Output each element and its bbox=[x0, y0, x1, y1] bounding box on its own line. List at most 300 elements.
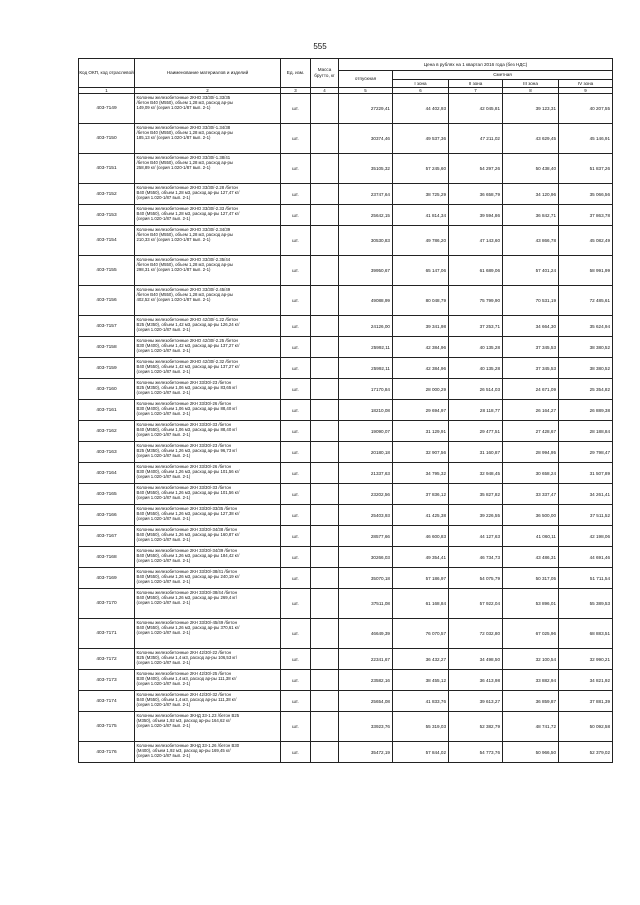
price-zone-1: 57 186,97 bbox=[393, 568, 449, 589]
price-zone-2: 36 658,79 bbox=[449, 184, 503, 205]
item-mass bbox=[311, 442, 339, 463]
item-mass bbox=[311, 463, 339, 484]
item-mass bbox=[311, 256, 339, 286]
table-row bbox=[79, 526, 613, 547]
price-zone-4: 37 511,52 bbox=[559, 505, 613, 526]
price-zone-2: 32 948,45 bbox=[449, 463, 503, 484]
item-code: 403-7165 bbox=[79, 484, 135, 505]
item-unit: шт. bbox=[281, 619, 311, 649]
price-release: 21337,63 bbox=[339, 463, 393, 484]
price-zone-4: 25 354,82 bbox=[559, 379, 613, 400]
item-code: 403-7171 bbox=[79, 619, 135, 649]
item-code: 403-7149 bbox=[79, 94, 135, 124]
table-row bbox=[79, 337, 613, 358]
item-mass bbox=[311, 712, 339, 742]
price-zone-4: 40 207,55 bbox=[559, 94, 613, 124]
price-zone-1: 38 725,29 bbox=[393, 184, 449, 205]
price-release: 37511,08 bbox=[339, 589, 393, 619]
price-zone-2: 44 127,63 bbox=[449, 526, 503, 547]
item-unit: шт. bbox=[281, 154, 311, 184]
price-zone-4: 34 261,41 bbox=[559, 484, 613, 505]
price-zone-2: 54 075,79 bbox=[449, 568, 503, 589]
item-code: 403-7160 bbox=[79, 379, 135, 400]
item-name: Колонны железобетонные 2КН 33/30/-45/49 /бетон В40 (М550), объем 1,26 м3, расход ар-ры 370,61 кг/ (серия 1.020-1/87 вып. 2-1) bbox=[135, 619, 281, 649]
item-code: 403-7168 bbox=[79, 547, 135, 568]
price-zone-4: 28 188,84 bbox=[559, 421, 613, 442]
item-unit: шт. bbox=[281, 691, 311, 712]
price-zone-2: 54 773,76 bbox=[449, 742, 503, 763]
table-row bbox=[79, 400, 613, 421]
table-row bbox=[79, 316, 613, 337]
item-mass bbox=[311, 94, 339, 124]
price-zone-3: 50 966,50 bbox=[503, 742, 559, 763]
price-release: 22341,67 bbox=[339, 649, 393, 670]
price-zone-2: 28 118,77 bbox=[449, 400, 503, 421]
item-unit: шт. bbox=[281, 337, 311, 358]
table-row bbox=[79, 568, 613, 589]
price-zone-2: 40 135,28 bbox=[449, 358, 503, 379]
item-name: Колонны железобетонные 2КН 33/30/-34/39 /бетон В40 (М550), объем 1,26 м3, расход ар-ры 184,42 кг/ (серия 1.020-1/87 вып. 2-1) bbox=[135, 547, 281, 568]
price-zone-2: 34 498,50 bbox=[449, 649, 503, 670]
item-name: Колонны железобетонные 2КН 33/30/-38/44 /бетон В40 (М550), объем 1,26 м3, расход ар-ры 269,4 кг/ (серия 1.020-1/87 вып. 2-1) bbox=[135, 589, 281, 619]
price-zone-2: 72 032,80 bbox=[449, 619, 503, 649]
item-name: Колонны железобетонные 2КНО 33/30/-2.33 /бетон В40 (М550), объем 1,28 м3, расход ар-ры 127,47 кг/ (серия 1.020-1/87 вып. 2-1) bbox=[135, 205, 281, 226]
item-mass bbox=[311, 400, 339, 421]
price-zone-1: 42 384,96 bbox=[393, 358, 449, 379]
item-unit: шт. bbox=[281, 205, 311, 226]
price-release: 35070,18 bbox=[339, 568, 393, 589]
item-unit: шт. bbox=[281, 442, 311, 463]
item-unit: шт. bbox=[281, 568, 311, 589]
table-row bbox=[79, 205, 613, 226]
item-mass bbox=[311, 691, 339, 712]
price-zone-4: 51 837,26 bbox=[559, 154, 613, 184]
price-release: 23582,16 bbox=[339, 670, 393, 691]
item-code: 403-7152 bbox=[79, 184, 135, 205]
price-zone-3: 43 629,45 bbox=[503, 124, 559, 154]
price-release: 25992,11 bbox=[339, 358, 393, 379]
table-row bbox=[79, 463, 613, 484]
price-release: 18210,08 bbox=[339, 400, 393, 421]
table-row bbox=[79, 619, 613, 649]
price-zone-2: 39 226,55 bbox=[449, 505, 503, 526]
table-header bbox=[79, 59, 613, 94]
table-row bbox=[79, 505, 613, 526]
item-unit: шт. bbox=[281, 316, 311, 337]
header-mass: Масса брутто, кг bbox=[311, 59, 339, 88]
price-zone-4: 37 881,39 bbox=[559, 691, 613, 712]
item-mass bbox=[311, 286, 339, 316]
price-zone-4: 42 198,06 bbox=[559, 526, 613, 547]
item-code: 403-7155 bbox=[79, 256, 135, 286]
item-name: Колонны железобетонные 2КНО 33/30/-2.35/44 /бетон В40 (М550), объем 1,28 м3, расход ар-ры 298,31 кг/ (серия 1.020-1/87 вып. 2-1) bbox=[135, 256, 281, 286]
price-zone-3: 34 664,30 bbox=[503, 316, 559, 337]
item-code: 403-7153 bbox=[79, 205, 135, 226]
item-mass bbox=[311, 670, 339, 691]
item-name: Колонны железобетонные 2КН 42/30/-22 /бетон В25 (М350), объем 1,4 м3, расход ар-ры 106,53 кг/ (серия 1.020-1/87 вып. 2-1) bbox=[135, 649, 281, 670]
price-zone-3: 48 741,72 bbox=[503, 712, 559, 742]
price-zone-4: 37 863,78 bbox=[559, 205, 613, 226]
item-mass bbox=[311, 526, 339, 547]
item-name: Колонны железобетонные 2КНО 33/30/-2.34/39 /бетон В40 (М550), объем 1,28 м3, расход ар-ры 210,33 кг/ (серия 1.020-1/87 вып. 2-1) bbox=[135, 226, 281, 256]
price-zone-2: 57 922,04 bbox=[449, 589, 503, 619]
item-unit: шт. bbox=[281, 256, 311, 286]
price-zone-1: 49 537,36 bbox=[393, 124, 449, 154]
item-unit: шт. bbox=[281, 742, 311, 763]
table-row bbox=[79, 442, 613, 463]
price-zone-3: 34 120,96 bbox=[503, 184, 559, 205]
price-zone-4: 68 883,51 bbox=[559, 619, 613, 649]
price-zone-1: 41 833,76 bbox=[393, 691, 449, 712]
item-code: 403-7150 bbox=[79, 124, 135, 154]
price-zone-3: 57 401,24 bbox=[503, 256, 559, 286]
price-release: 23747,64 bbox=[339, 184, 393, 205]
price-zone-4: 45 082,49 bbox=[559, 226, 613, 256]
item-name: Колонны железобетонные 2КНО 33/30/-1.33/35 /бетон В40 (М550), объем 1,28 м3, расход ар-ры 149,09 кг/ (серия 1.020-1/87 вып. 2-1) bbox=[135, 94, 281, 124]
item-unit: шт. bbox=[281, 226, 311, 256]
item-unit: шт. bbox=[281, 400, 311, 421]
item-code: 403-7158 bbox=[79, 337, 135, 358]
price-zone-2: 40 135,28 bbox=[449, 337, 503, 358]
item-name: Колонны железобетонные 2КН 33/30/-33 /бетон В40 (М550), объем 1,26 м3, расход ар-ры 101,56 кг/ (серия 1.020-1/87 вып. 2-1) bbox=[135, 484, 281, 505]
table-row bbox=[79, 124, 613, 154]
price-zone-1: 36 432,27 bbox=[393, 649, 449, 670]
price-zone-2: 39 594,86 bbox=[449, 205, 503, 226]
price-zone-2: 31 160,87 bbox=[449, 442, 503, 463]
item-unit: шт. bbox=[281, 649, 311, 670]
price-zone-1: 44 402,93 bbox=[393, 94, 449, 124]
page-number: 555 bbox=[313, 42, 327, 51]
item-name: Колонны железобетонные 2КН 33/30/-33/35 /бетон В40 (М550), объем 1,26 м3, расход ар-ры 127,38 кг/ (серия 1.020-1/87 вып. 2-1) bbox=[135, 505, 281, 526]
table-row bbox=[79, 379, 613, 400]
item-name: Колонны железобетонные 2КНО 33/30/-1.38/41 /бетон В40 (М550), объем 1,28 м3, расход ар-ры 258,89 кг/ (серия 1.020-1/87 вып. 2-1) bbox=[135, 154, 281, 184]
item-name: Колонны железобетонные 2КН 33/30/-23 /бетон В25 (М350), объем 1,26 м3, расход ар-ры 96,73 кг/ (серия 1.020-1/87 вып. 2-1) bbox=[135, 442, 281, 463]
price-zone-4: 52 379,02 bbox=[559, 742, 613, 763]
column-number: 8 bbox=[503, 88, 559, 94]
item-mass bbox=[311, 184, 339, 205]
item-code: 403-7159 bbox=[79, 358, 135, 379]
price-zone-3: 43 866,78 bbox=[503, 226, 559, 256]
price-zone-1: 41 425,38 bbox=[393, 505, 449, 526]
price-zone-4: 58 991,99 bbox=[559, 256, 613, 286]
item-mass bbox=[311, 568, 339, 589]
item-mass bbox=[311, 505, 339, 526]
item-unit: шт. bbox=[281, 526, 311, 547]
price-release: 46649,39 bbox=[339, 619, 393, 649]
item-name: Колонны железобетонные 2КН 33/30/-26 /бетон В30 (М400), объем 1,26 м3, расход ар-ры 101,56 кг/ (серия 1.020-1/87 вып. 2-1) bbox=[135, 463, 281, 484]
price-zone-2: 61 689,06 bbox=[449, 256, 503, 286]
table-row bbox=[79, 547, 613, 568]
column-number: 2 bbox=[135, 88, 281, 94]
item-mass bbox=[311, 205, 339, 226]
price-release: 39950,67 bbox=[339, 256, 393, 286]
item-unit: шт. bbox=[281, 463, 311, 484]
price-zone-2: 54 297,26 bbox=[449, 154, 503, 184]
item-mass bbox=[311, 337, 339, 358]
item-unit: шт. bbox=[281, 184, 311, 205]
header-estimate: Сметная bbox=[393, 71, 613, 80]
item-mass bbox=[311, 226, 339, 256]
price-zone-4: 32 990,21 bbox=[559, 649, 613, 670]
price-zone-4: 26 889,38 bbox=[559, 400, 613, 421]
table-row bbox=[79, 691, 613, 712]
table-row bbox=[79, 184, 613, 205]
price-zone-1: 46 600,83 bbox=[393, 526, 449, 547]
table-row bbox=[79, 226, 613, 256]
price-zone-3: 28 994,95 bbox=[503, 442, 559, 463]
item-name: Колонны железобетонные 2КН 33/30/-26 /бетон В30 (М400), объем 1,06 м3, расход ар-ры 88,40 кг/ (серия 1.020-1/87 вып. 2-1) bbox=[135, 400, 281, 421]
item-code: 403-7151 bbox=[79, 154, 135, 184]
price-zone-1: 42 384,96 bbox=[393, 337, 449, 358]
price-release: 27229,41 bbox=[339, 94, 393, 124]
table-row bbox=[79, 742, 613, 763]
price-release: 25642,15 bbox=[339, 205, 393, 226]
item-name: Колонны железобетонные 2КНО 42/30/-2.32 /бетон В40 (М550), объем 1,42 м3, расход ар-ры 137,27 кг/ (серия 1.020-1/87 вып. 2-1) bbox=[135, 358, 281, 379]
header-code: Код ОКП, код отраслевой bbox=[79, 59, 135, 88]
table-row bbox=[79, 358, 613, 379]
price-zone-3: 24 671,09 bbox=[503, 379, 559, 400]
item-code: 403-7172 bbox=[79, 649, 135, 670]
column-number: 3 bbox=[281, 88, 311, 94]
price-zone-1: 34 795,32 bbox=[393, 463, 449, 484]
price-zone-4: 55 389,53 bbox=[559, 589, 613, 619]
price-zone-3: 26 164,27 bbox=[503, 400, 559, 421]
item-unit: шт. bbox=[281, 124, 311, 154]
item-code: 403-7156 bbox=[79, 286, 135, 316]
price-zone-1: 39 341,98 bbox=[393, 316, 449, 337]
price-zone-2: 47 211,02 bbox=[449, 124, 503, 154]
price-zone-4: 50 092,58 bbox=[559, 712, 613, 742]
item-name: Колонны железобетонные 2КНО 42/30/-1.22 /бетон В25 (М350), объем 1,42 м3, расход ар-ры 126,24 кг/ (серия 1.020-1/87 вып. 2-1) bbox=[135, 316, 281, 337]
price-zone-2: 52 382,79 bbox=[449, 712, 503, 742]
price-zone-1: 80 048,79 bbox=[393, 286, 449, 316]
header-prices: Цена в рублях на 1 квартал 2016 года (без НДС) bbox=[339, 59, 613, 71]
column-number: 4 bbox=[311, 88, 339, 94]
price-zone-1: 28 000,29 bbox=[393, 379, 449, 400]
price-zone-3: 36 842,71 bbox=[503, 205, 559, 226]
column-number: 6 bbox=[393, 88, 449, 94]
price-release: 17170,84 bbox=[339, 379, 393, 400]
price-zone-2: 26 514,03 bbox=[449, 379, 503, 400]
item-mass bbox=[311, 484, 339, 505]
price-zone-3: 36 859,87 bbox=[503, 691, 559, 712]
price-zone-1: 49 354,41 bbox=[393, 547, 449, 568]
item-mass bbox=[311, 547, 339, 568]
price-zone-4: 44 691,46 bbox=[559, 547, 613, 568]
item-code: 403-7173 bbox=[79, 670, 135, 691]
item-mass bbox=[311, 619, 339, 649]
price-table bbox=[78, 58, 613, 763]
price-zone-3: 30 658,24 bbox=[503, 463, 559, 484]
price-zone-1: 31 129,91 bbox=[393, 421, 449, 442]
item-code: 403-7175 bbox=[79, 712, 135, 742]
header-zone-1: I зона bbox=[393, 80, 449, 88]
column-number: 7 bbox=[449, 88, 503, 94]
price-zone-4: 72 485,61 bbox=[559, 286, 613, 316]
price-release: 35472,19 bbox=[339, 742, 393, 763]
item-unit: шт. bbox=[281, 547, 311, 568]
item-code: 403-7161 bbox=[79, 400, 135, 421]
price-zone-3: 53 896,01 bbox=[503, 589, 559, 619]
item-code: 403-7167 bbox=[79, 526, 135, 547]
price-zone-4: 51 711,54 bbox=[559, 568, 613, 589]
item-name: Колонны железобетонные 2КН 33/30/-34/38 /бетон В40 (М550), объем 1,26 м3, расход ар-ры 160,87 кг/ (серия 1.020-1/87 вып. 2-1) bbox=[135, 526, 281, 547]
item-name: Колонны железобетонные 2КН 42/30/-32 /бетон В40 (М550), объем 1,4 м3, расход ар-ры 111,38 кг/ (серия 1.020-1/87 вып. 2-1) bbox=[135, 691, 281, 712]
price-zone-4: 31 507,89 bbox=[559, 463, 613, 484]
header-zone-3: III зона bbox=[503, 80, 559, 88]
column-number: 9 bbox=[559, 88, 613, 94]
item-mass bbox=[311, 379, 339, 400]
price-release: 30266,03 bbox=[339, 547, 393, 568]
item-code: 403-7166 bbox=[79, 505, 135, 526]
price-zone-1: 76 070,57 bbox=[393, 619, 449, 649]
item-mass bbox=[311, 742, 339, 763]
header-zone-4: IV зона bbox=[559, 80, 613, 88]
item-code: 403-7169 bbox=[79, 568, 135, 589]
table-row bbox=[79, 670, 613, 691]
header-release: отпускная bbox=[339, 71, 393, 88]
price-zone-3: 32 100,54 bbox=[503, 649, 559, 670]
item-mass bbox=[311, 589, 339, 619]
price-zone-1: 57 844,02 bbox=[393, 742, 449, 763]
price-zone-3: 33 882,94 bbox=[503, 670, 559, 691]
price-zone-2: 42 045,81 bbox=[449, 94, 503, 124]
price-zone-1: 37 836,12 bbox=[393, 484, 449, 505]
item-code: 403-7170 bbox=[79, 589, 135, 619]
item-unit: шт. bbox=[281, 358, 311, 379]
item-unit: шт. bbox=[281, 484, 311, 505]
item-name: Колонны железобетонные 2КН 33/30/-33 /бетон В40 (М550), объем 1,06 м3, расход ар-ры 88,40 кг/ (серия 1.020-1/87 вып. 2-1) bbox=[135, 421, 281, 442]
item-name: Колонны железобетонные 2КНО 42/30/-2.25 /бетон В30 (М400), объем 1,42 м3, расход ар-ры 137,27 кг/ (серия 1.020-1/87 вып. 2-1) bbox=[135, 337, 281, 358]
price-zone-3: 37 345,53 bbox=[503, 358, 559, 379]
price-zone-4: 35 066,56 bbox=[559, 184, 613, 205]
price-zone-2: 29 477,51 bbox=[449, 421, 503, 442]
item-unit: шт. bbox=[281, 286, 311, 316]
price-release: 24126,00 bbox=[339, 316, 393, 337]
price-release: 30530,83 bbox=[339, 226, 393, 256]
price-zone-2: 46 734,73 bbox=[449, 547, 503, 568]
item-name: Колонны железобетонные 2КНО 33/30/-2.45/49 /бетон В40 (М550), объем 1,28 м3, расход ар-ры 402,52 кг/ (серия 1.020-1/87 вып. 2-1) bbox=[135, 286, 281, 316]
item-name: Колонны железобетонные 2КН 33/30/-23 /бетон В25 (М350), объем 1,06 м3, расход ар-ры 83,65 кг/ (серия 1.020-1/87 вып. 2-1) bbox=[135, 379, 281, 400]
item-unit: шт. bbox=[281, 421, 311, 442]
price-zone-4: 38 380,52 bbox=[559, 358, 613, 379]
price-zone-4: 35 624,94 bbox=[559, 316, 613, 337]
price-zone-1: 49 786,20 bbox=[393, 226, 449, 256]
item-name: Колонны железобетонные 2КНО 33/30/-1.34/38 /бетон В40 (М550), объем 1,28 м3, расход ар-ры 185,13 кг/ (серия 1.020-1/87 вып. 2-1) bbox=[135, 124, 281, 154]
item-mass bbox=[311, 421, 339, 442]
price-zone-1: 57 245,60 bbox=[393, 154, 449, 184]
price-zone-3: 70 531,19 bbox=[503, 286, 559, 316]
table-body bbox=[79, 94, 613, 763]
price-zone-1: 38 455,12 bbox=[393, 670, 449, 691]
table-row bbox=[79, 94, 613, 124]
price-zone-3: 67 025,96 bbox=[503, 619, 559, 649]
price-zone-2: 37 253,71 bbox=[449, 316, 503, 337]
price-zone-1: 61 168,84 bbox=[393, 589, 449, 619]
price-zone-3: 33 337,47 bbox=[503, 484, 559, 505]
table-row bbox=[79, 286, 613, 316]
price-zone-3: 36 500,00 bbox=[503, 505, 559, 526]
header-zone-2: II зона bbox=[449, 80, 503, 88]
price-release: 33923,76 bbox=[339, 712, 393, 742]
item-name: Колонны железобетонные 3КНД 33-1.23 /бетон В25 (М350), объем 1,92 м3, расход ар-ры 164,62 кг/ (серия 1.020-1/87 вып. 2-1) bbox=[135, 712, 281, 742]
price-release: 28577,66 bbox=[339, 526, 393, 547]
price-zone-2: 75 799,90 bbox=[449, 286, 503, 316]
table-row bbox=[79, 484, 613, 505]
item-unit: шт. bbox=[281, 670, 311, 691]
price-zone-3: 37 345,53 bbox=[503, 337, 559, 358]
table-row bbox=[79, 154, 613, 184]
table-row bbox=[79, 256, 613, 286]
item-mass bbox=[311, 154, 339, 184]
price-zone-3: 27 428,67 bbox=[503, 421, 559, 442]
table-row bbox=[79, 589, 613, 619]
price-release: 35105,32 bbox=[339, 154, 393, 184]
item-unit: шт. bbox=[281, 712, 311, 742]
price-zone-3: 39 123,31 bbox=[503, 94, 559, 124]
price-release: 19090,07 bbox=[339, 421, 393, 442]
item-unit: шт. bbox=[281, 505, 311, 526]
item-mass bbox=[311, 316, 339, 337]
price-zone-4: 38 380,52 bbox=[559, 337, 613, 358]
price-zone-3: 41 060,11 bbox=[503, 526, 559, 547]
item-unit: шт. bbox=[281, 589, 311, 619]
table-row bbox=[79, 649, 613, 670]
item-code: 403-7176 bbox=[79, 742, 135, 763]
item-code: 403-7174 bbox=[79, 691, 135, 712]
item-name: Колонны железобетонные 2КН 33/30/-38/41 /бетон В40 (М550), объем 1,26 м3, расход ар-ры 240,19 кг/ (серия 1.020-1/87 вып. 2-1) bbox=[135, 568, 281, 589]
price-release: 49088,99 bbox=[339, 286, 393, 316]
price-zone-1: 29 694,97 bbox=[393, 400, 449, 421]
header-name: Наименование материалов и изделий bbox=[135, 59, 281, 88]
column-number: 5 bbox=[339, 88, 393, 94]
price-release: 23202,56 bbox=[339, 484, 393, 505]
item-name: Колонны железобетонные 3КНД 33-1.26 /бетон В30 (М400), объем 1,92 м3, расход ар-ры 169,45 кг/ (серия 1.020-1/87 вып. 2-1) bbox=[135, 742, 281, 763]
price-zone-2: 35 827,82 bbox=[449, 484, 503, 505]
price-zone-4: 34 821,92 bbox=[559, 670, 613, 691]
item-mass bbox=[311, 124, 339, 154]
column-number: 1 bbox=[79, 88, 135, 94]
price-zone-4: 29 798,47 bbox=[559, 442, 613, 463]
table-row bbox=[79, 421, 613, 442]
price-zone-2: 36 413,98 bbox=[449, 670, 503, 691]
price-release: 20180,18 bbox=[339, 442, 393, 463]
item-code: 403-7164 bbox=[79, 463, 135, 484]
price-release: 25654,08 bbox=[339, 691, 393, 712]
price-zone-4: 45 146,91 bbox=[559, 124, 613, 154]
price-release: 25403,93 bbox=[339, 505, 393, 526]
price-release: 25992,11 bbox=[339, 337, 393, 358]
item-code: 403-7163 bbox=[79, 442, 135, 463]
price-zone-3: 50 438,40 bbox=[503, 154, 559, 184]
item-name: Колонны железобетонные 2КНО 33/30/-2.28 /бетон В40 (М550), объем 1,28 м3, расход ар-ры 127,47 кг/ (серия 1.020-1/87 вып. 2-1) bbox=[135, 184, 281, 205]
item-name: Колонны железобетонные 2КН 42/30/-25 /бетон В30 (М400), объем 1,4 м3, расход ар-ры 111,38 кг/ (серия 1.020-1/87 вып. 2-1) bbox=[135, 670, 281, 691]
header-unit: Ед. изм. bbox=[281, 59, 311, 88]
item-code: 403-7154 bbox=[79, 226, 135, 256]
item-code: 403-7162 bbox=[79, 421, 135, 442]
price-zone-1: 65 147,06 bbox=[393, 256, 449, 286]
price-zone-3: 43 486,31 bbox=[503, 547, 559, 568]
item-mass bbox=[311, 358, 339, 379]
price-zone-2: 39 613,27 bbox=[449, 691, 503, 712]
item-mass bbox=[311, 649, 339, 670]
price-zone-1: 32 907,56 bbox=[393, 442, 449, 463]
price-release: 30374,46 bbox=[339, 124, 393, 154]
item-code: 403-7157 bbox=[79, 316, 135, 337]
price-zone-3: 50 317,05 bbox=[503, 568, 559, 589]
table-row bbox=[79, 712, 613, 742]
price-zone-2: 47 143,60 bbox=[449, 226, 503, 256]
